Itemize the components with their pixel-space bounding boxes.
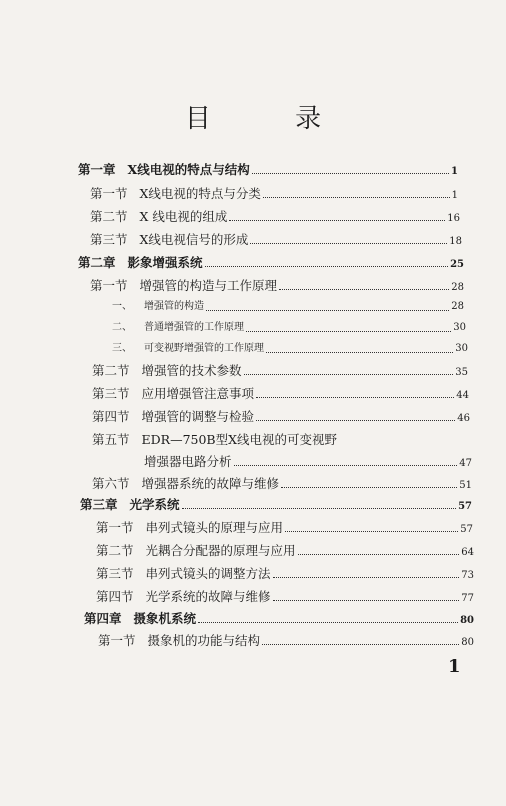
toc-entry-section: [96, 564, 474, 584]
toc-entry-label: 第五节: [92, 432, 130, 447]
dot-leader: [252, 173, 449, 174]
toc-entry-page: 73: [461, 570, 474, 581]
toc-entry-label: 第一节: [98, 633, 136, 648]
toc-entry-section: [92, 361, 468, 381]
toc-entry-section-multiline: [92, 430, 337, 450]
dot-leader: [285, 531, 458, 532]
toc-entry-label: 第二节: [92, 363, 130, 378]
toc-entry-page: 25: [450, 259, 464, 270]
toc-entry-title: X线电视的特点与分类: [139, 186, 261, 201]
toc-entry-section: [90, 207, 460, 227]
page-title: 目 录: [184, 104, 360, 134]
page-number: 1: [448, 656, 461, 677]
toc-entry-page: 44: [456, 390, 469, 401]
toc-entry-page: 64: [461, 547, 474, 558]
toc-entry-title: 增强管的技术参数: [141, 363, 242, 378]
toc-entry-title: 可变视野增强管的工作原理: [144, 343, 264, 354]
dot-leader: [279, 289, 449, 290]
dot-leader: [182, 508, 457, 509]
toc-entry-label: 第四章: [84, 611, 122, 626]
toc-entry-label: 第一节: [90, 186, 128, 201]
toc-entry-label: 第三章: [80, 497, 118, 512]
toc-entry-page: 80: [461, 637, 474, 648]
toc-entry-title: 串列式镜头的原理与应用: [145, 520, 284, 535]
toc-entry-title: 应用增强管注意事项: [141, 386, 255, 401]
toc-entry-chapter-3: [80, 495, 472, 515]
toc-entry-page: 46: [457, 413, 470, 424]
toc-entry-section: [92, 407, 470, 427]
toc-entry-page: 28: [451, 301, 464, 312]
toc-entry-page: 18: [449, 236, 462, 247]
dot-leader: [262, 644, 459, 645]
toc-entry-page: 51: [459, 480, 472, 491]
toc-entry-label: 第三节: [90, 232, 128, 247]
toc-entry-title: 增强器系统的故障与维修: [141, 476, 280, 491]
toc-entry-title: 光学系统: [129, 497, 180, 512]
toc-entry-section: [92, 384, 469, 404]
toc-entry-title: 串列式镜头的调整方法: [145, 566, 271, 581]
toc-entry-label: 二、: [112, 322, 132, 333]
dot-leader: [246, 331, 451, 332]
toc-entry-title: X 线电视的组成: [139, 209, 228, 224]
toc-entry-subsection: [112, 339, 468, 359]
toc-entry-label: 一、: [112, 301, 132, 312]
dot-leader: [281, 487, 457, 488]
toc-entry-section: [96, 587, 474, 607]
toc-entry-title: 光学系统的故障与维修: [145, 589, 271, 604]
toc-entry-title: X线电视信号的形成: [139, 232, 249, 247]
toc-entry-chapter-4: [84, 609, 474, 629]
toc-entry-section: [92, 474, 472, 494]
toc-entry-page: 30: [453, 322, 466, 333]
toc-entry-label: 第二节: [96, 543, 134, 558]
dot-leader: [298, 554, 460, 555]
toc-entry-label: 第二节: [90, 209, 128, 224]
toc-entry-page: 57: [460, 524, 473, 535]
toc-entry-page: 30: [455, 343, 468, 354]
toc-entry-page: 47: [459, 458, 472, 469]
toc-entry-page: 1: [451, 190, 458, 201]
dot-leader: [256, 397, 454, 398]
toc-entry-page: 16: [447, 213, 460, 224]
toc-entry-title: X线电视的特点与结构: [127, 162, 250, 177]
dot-leader: [266, 352, 453, 353]
dot-leader: [263, 197, 450, 198]
toc-entry-page: 80: [460, 615, 474, 626]
toc-entry-section: [96, 518, 473, 538]
toc-entry-section: [98, 631, 474, 651]
toc-entry-section: [90, 184, 458, 204]
toc-entry-title: 增强管的构造: [144, 301, 204, 312]
dot-leader: [206, 310, 449, 311]
toc-entry-page: 1: [451, 166, 458, 177]
toc-entry-chapter-1: [78, 160, 458, 180]
toc-entry-label: 第三节: [92, 386, 130, 401]
toc-entry-subsection: [112, 318, 466, 338]
dot-leader: [273, 600, 460, 601]
toc-entry-label: 第一章: [78, 162, 116, 177]
toc-entry-label: 第六节: [92, 476, 130, 491]
toc-entry-title: 光耦合分配器的原理与应用: [145, 543, 296, 558]
dot-leader: [256, 420, 455, 421]
toc-entry-title: 增强管的构造与工作原理: [139, 278, 278, 293]
toc-entry-label: 第四节: [96, 589, 134, 604]
toc-entry-label: 第一节: [96, 520, 134, 535]
toc-entry-title: 增强管的调整与检验: [141, 409, 255, 424]
toc-entry-subsection: [112, 297, 464, 317]
toc-entry-section: [90, 276, 464, 296]
dot-leader: [205, 266, 449, 267]
toc-entry-page: 57: [458, 501, 472, 512]
toc-entry-label: 第一节: [90, 278, 128, 293]
dot-leader: [273, 577, 460, 578]
dot-leader: [198, 622, 458, 623]
dot-leader: [234, 465, 458, 466]
toc-entry-title: 普通增强管的工作原理: [144, 322, 244, 333]
toc-entry-chapter-2: [78, 253, 464, 273]
toc-entry-page: 35: [455, 367, 468, 378]
toc-entry-page: 28: [451, 282, 464, 293]
toc-entry-title: EDR—750B型X线电视的可变视野: [141, 432, 338, 447]
toc-entry-title: 影象增强系统: [127, 255, 203, 270]
toc-entry-section: [90, 230, 462, 250]
toc-entry-title: 增强器电路分析: [144, 454, 232, 469]
toc-entry-label: 第三节: [96, 566, 134, 581]
toc-entry-continuation: [144, 452, 472, 472]
toc-entry-section: [96, 541, 474, 561]
toc-entry-page: 77: [461, 593, 474, 604]
toc-entry-title: 摄象机系统: [133, 611, 197, 626]
dot-leader: [250, 243, 447, 244]
toc-entry-label: 三、: [112, 343, 132, 354]
toc-entry-title: 摄象机的功能与结构: [147, 633, 261, 648]
dot-leader: [244, 374, 454, 375]
toc-entry-label: 第四节: [92, 409, 130, 424]
dot-leader: [229, 220, 445, 221]
toc-entry-label: 第二章: [78, 255, 116, 270]
